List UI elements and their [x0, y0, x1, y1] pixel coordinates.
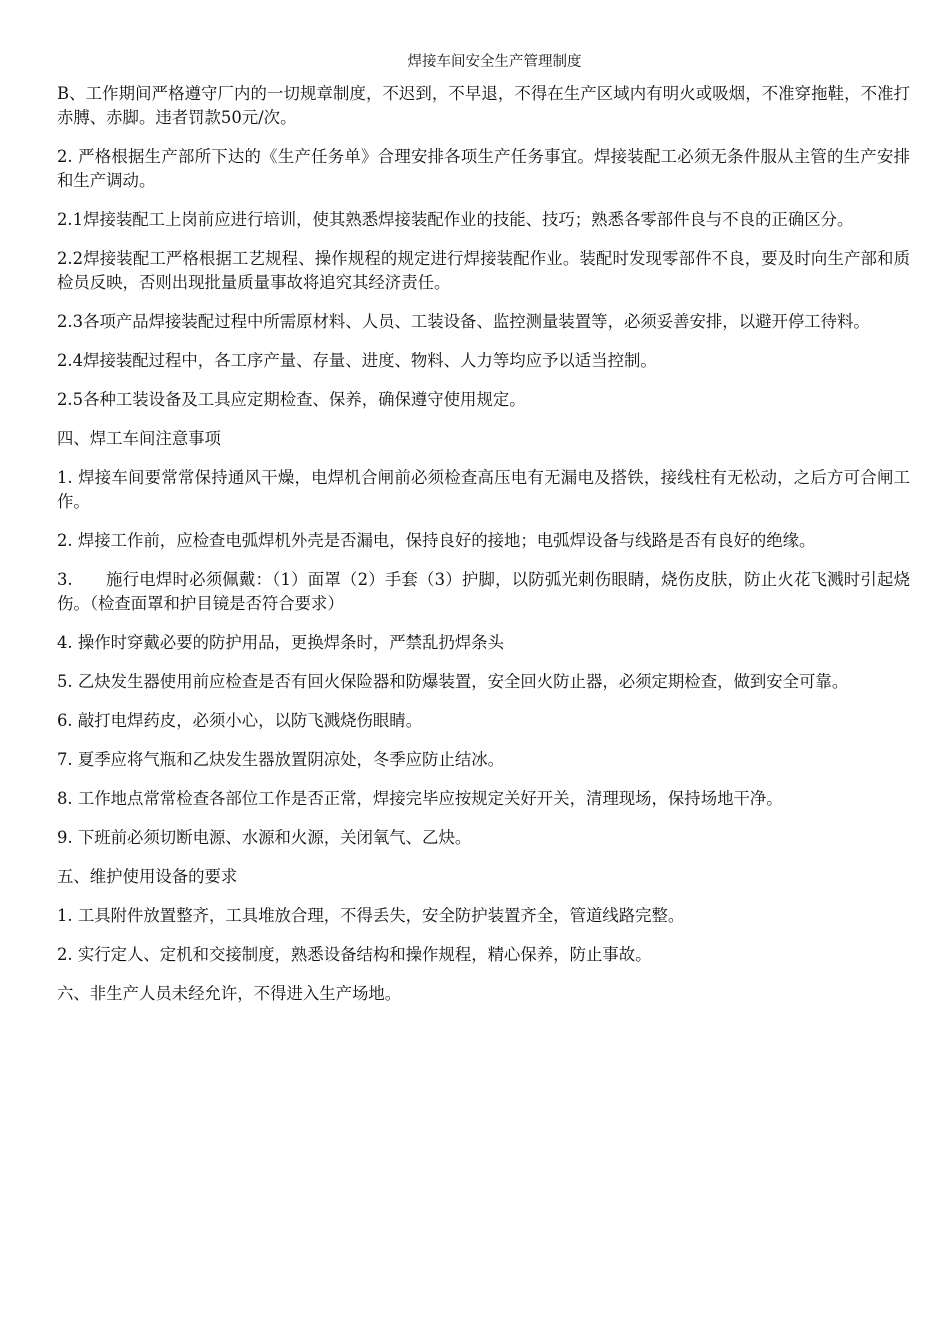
section-4-item-4: 4. 操作时穿戴必要的防护用品，更换焊条时，严禁乱扔焊条头 — [57, 633, 505, 652]
section-4-item-5: 5. 乙炔发生器使用前应检查是否有回火保险器和防爆装置，安全回火防止器，必须定期检查，做到安全可靠。 — [57, 672, 849, 691]
paragraph-rule-b: B、工作期间严格遵守厂内的一切规章制度，不迟到，不早退，不得在生产区域内有明火或吸烟，不准穿拖鞋，不准打赤膊、赤脚。违者罚款50元/次。 — [57, 84, 910, 127]
section-5-heading: 五、维护使用设备的要求 — [57, 867, 238, 886]
section-4-item-3: 3. 施行电焊时必须佩戴：（1）面罩（2）手套（3）护脚，以防弧光刺伤眼睛，烧伤皮肤，防止火花飞溅时引起烧伤。（检查面罩和护目镜是否符合要求） — [57, 570, 910, 613]
section-4-item-1: 1. 焊接车间要常常保持通风干燥，电焊机合闸前必须检查高压电有无漏电及搭铁，接线柱有无松动，之后方可合闸工作。 — [57, 468, 910, 511]
section-4-item-9: 9. 下班前必须切断电源、水源和火源，关闭氧气、乙炔。 — [57, 828, 472, 847]
section-4-item-8: 8. 工作地点常常检查各部位工作是否正常，焊接完毕应按规定关好开关，清理现场，保持场地干净。 — [57, 789, 783, 808]
paragraph-2: 2. 严格根据生产部所下达的《生产任务单》合理安排各项生产任务事宜。焊接装配工必须无条件服从主管的生产安排和生产调动。 — [57, 147, 910, 190]
paragraph-2-5: 2.5各种工装设备及工具应定期检查、保养，确保遵守使用规定。 — [57, 390, 526, 409]
section-4-item-7: 7. 夏季应将气瓶和乙炔发生器放置阴凉处，冬季应防止结冰。 — [57, 750, 505, 769]
paragraph-2-4: 2.4焊接装配过程中，各工序产量、存量、进度、物料、人力等均应予以适当控制。 — [57, 351, 657, 370]
section-5-item-1: 1. 工具附件放置整齐，工具堆放合理，不得丢失，安全防护装置齐全，管道线路完整。 — [57, 906, 685, 925]
paragraph-2-3: 2.3各项产品焊接装配过程中所需原材料、人员、工装设备、监控测量装置等，必须妥善安排，以避开停工待料。 — [57, 312, 870, 331]
section-4-item-2: 2. 焊接工作前，应检查电弧焊机外壳是否漏电，保持良好的接地；电弧焊设备与线路是否有良好的绝缘。 — [57, 531, 816, 550]
section-4-item-6: 6. 敲打电焊药皮，必须小心，以防飞溅烧伤眼睛。 — [57, 711, 423, 730]
section-5-item-2: 2. 实行定人、定机和交接制度，熟悉设备结构和操作规程，精心保养，防止事故。 — [57, 945, 652, 964]
page-header: 焊接车间安全生产管理制度 — [407, 54, 582, 70]
paragraph-2-2: 2.2焊接装配工严格根据工艺规程、操作规程的规定进行焊接装配作业。装配时发现零部件不良，要及时向生产部和质检员反映，否则出现批量质量事故将追究其经济责任。 — [57, 249, 910, 292]
section-6-heading: 六、非生产人员未经允许，不得进入生产场地。 — [57, 984, 402, 1003]
section-4-heading: 四、焊工车间注意事项 — [57, 429, 221, 448]
paragraph-2-1: 2.1焊接装配工上岗前应进行培训，使其熟悉焊接装配作业的技能、技巧；熟悉各零部件良与不良的正确区分。 — [57, 210, 854, 229]
